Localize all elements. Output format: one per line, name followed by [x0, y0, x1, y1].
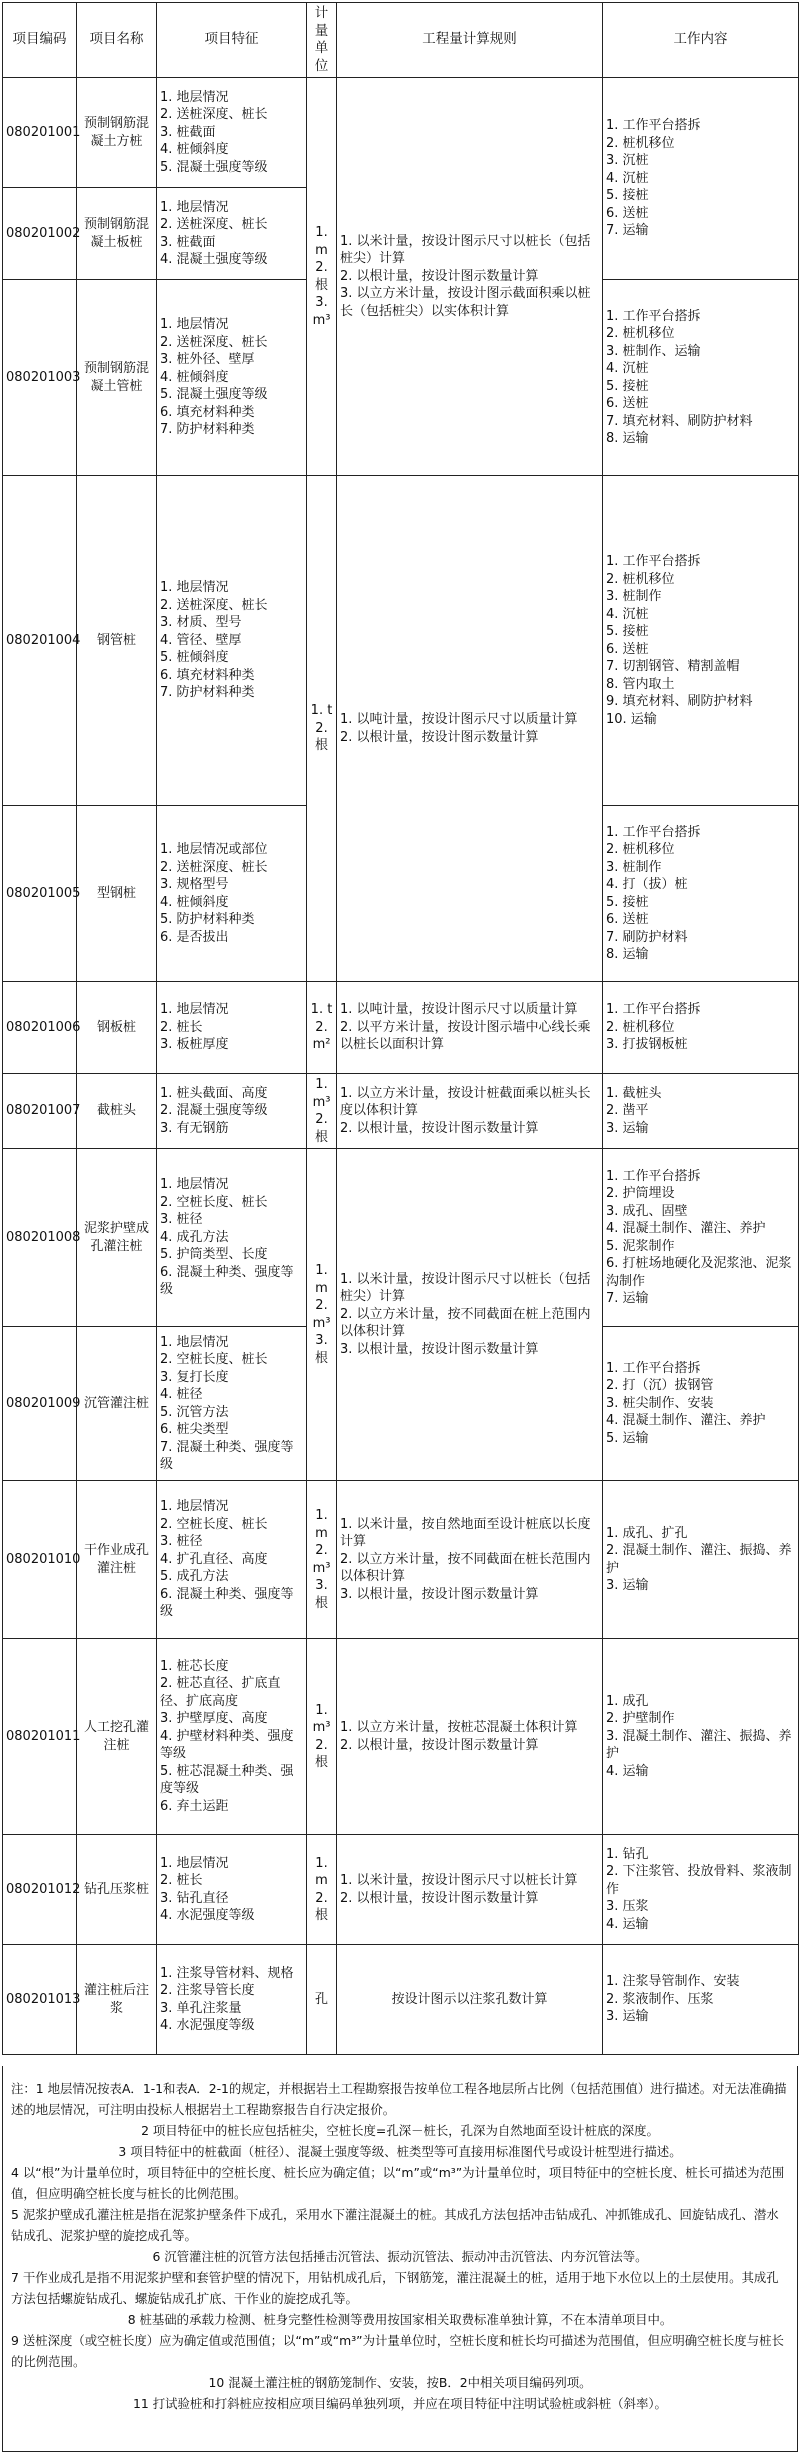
- cell-features: [157, 982, 307, 1074]
- cell-line: 6. 填充材料种类: [160, 404, 255, 420]
- cell-unit: [307, 1945, 337, 2055]
- cell-line: 3. 桩外径、壁厚: [160, 352, 255, 368]
- cell-line: 1. 地层情况: [160, 1177, 229, 1193]
- cell-line: 5. 沉管方法: [160, 1404, 229, 1420]
- cell-line: 5. 接桩: [606, 378, 649, 394]
- header-name: 项目名称: [77, 3, 157, 78]
- cell-line: 1. 地层情况: [160, 317, 229, 333]
- cell-line: 1. 地层情况: [160, 1002, 229, 1018]
- cell-rule: [337, 1945, 603, 2055]
- cell-line: 4. 沉桩: [606, 606, 649, 622]
- cell-line: 2. 以根计量，按设计图示数量计算: [340, 1120, 539, 1136]
- cell-line: 2. 下注浆管、投放骨料、浆液制作: [606, 1864, 792, 1897]
- cell-line: 2. 以根计量，按设计图示数量计算: [340, 729, 539, 745]
- cell-name: 预制钢筋混凝土板桩: [77, 188, 157, 280]
- cell-line: 2. m³: [312, 1298, 331, 1331]
- cell-rule-merged-a: [337, 78, 603, 476]
- cell-line: 1. 工作平台搭拆: [606, 118, 701, 134]
- cell-rule-merged-b: [337, 476, 603, 982]
- cell-line: 2. 混凝土制作、灌注、振捣、养护: [606, 1543, 792, 1576]
- cell-line: 6. 打桩场地硬化及泥浆池、泥浆沟制作: [606, 1256, 792, 1289]
- cell-features: [157, 1327, 307, 1481]
- cell-unit: [307, 982, 337, 1074]
- cell-code: 080201010: [3, 1481, 77, 1639]
- note-10: 10 混凝土灌注桩的钢筋笼制作、安装，按B．2中相关项目编码列项。: [208, 2375, 592, 2390]
- cell-line: 7. 刷防护材料: [606, 929, 688, 945]
- cell-line: 3. 沉桩: [606, 153, 649, 169]
- cell-line: 2. 浆液制作、压浆: [606, 1991, 714, 2007]
- cell-unit: [307, 1835, 337, 1945]
- cell-line: 6. 桩尖类型: [160, 1422, 229, 1437]
- table-row: [3, 1481, 799, 1639]
- cell-line: 3. 复打长度: [160, 1369, 229, 1385]
- cell-features: [157, 476, 307, 806]
- cell-line: 2. 桩长: [160, 1019, 203, 1035]
- cell-name: 泥浆护壁成孔灌注桩: [77, 1149, 157, 1327]
- cell-line: 1. m: [315, 1263, 328, 1296]
- cell-line: 3. 桩径: [160, 1212, 203, 1228]
- cell-line: 1. 地层情况: [160, 89, 229, 105]
- cell-features: [157, 280, 307, 476]
- cell-work: [603, 1945, 799, 2055]
- cell-line: 3. 桩尖制作、安装: [606, 1395, 714, 1411]
- cell-line: 7. 运输: [606, 223, 649, 239]
- cell-line: 3. 根: [314, 1578, 328, 1611]
- cell-line: 4. 桩倾斜度: [160, 142, 229, 158]
- cell-line: 7. 防护材料种类: [160, 422, 255, 438]
- cell-line: 1. m³: [312, 1702, 331, 1735]
- cell-line: 3. 单孔注浆量: [160, 2000, 242, 2016]
- cell-name: 钢管桩: [77, 476, 157, 806]
- cell-line: 7. 切割钢管、精割盖帽: [606, 659, 740, 674]
- cell-code: 080201001: [3, 78, 77, 188]
- cell-line: 2. 护筒埋设: [606, 1186, 675, 1201]
- cell-line: 2. 根: [314, 260, 328, 293]
- cell-line: 1. 注浆导管材料、规格: [160, 1965, 294, 1981]
- cell-line: 1. 注浆导管制作、安装: [606, 1974, 740, 1990]
- cell-name: 钻孔压浆桩: [77, 1835, 157, 1945]
- table-row: [3, 1074, 799, 1149]
- cell-line: 2. 送桩深度、桩长: [160, 217, 268, 232]
- table-row: [3, 476, 799, 806]
- cell-line: 2. 注浆导管长度: [160, 1983, 255, 1998]
- header-code: 项目编码: [3, 3, 77, 78]
- cell-unit-merged-a: [307, 78, 337, 476]
- cell-line: 2. 桩机移位: [606, 326, 675, 341]
- cell-line: 7. 运输: [606, 1291, 649, 1306]
- cell-line: 2. 混凝土强度等级: [160, 1103, 268, 1119]
- cell-line: 1. 以米计量，按设计图示尺寸以桩长（包括桩尖）计算: [340, 1271, 591, 1305]
- cell-line: 3. 运输: [606, 2009, 649, 2025]
- cell-line: 1. 地层情况: [160, 1334, 229, 1350]
- cell-rule: [337, 1481, 603, 1639]
- cell-line: 2. 根: [314, 1737, 328, 1770]
- cell-line: 7. 防护材料种类: [160, 685, 255, 701]
- cell-line: 按设计图示以注浆孔数计算: [391, 1991, 548, 2007]
- cell-work: [603, 1327, 799, 1481]
- cell-line: 4. 水泥强度等级: [160, 1908, 255, 1923]
- cell-line: 3. 桩截面: [160, 234, 216, 250]
- cell-line: 3. 板桩厚度: [160, 1037, 229, 1053]
- table-row: [3, 1639, 799, 1835]
- cell-unit: [307, 1639, 337, 1835]
- cell-line: 3. 桩制作: [606, 859, 662, 875]
- cell-line: 1. 以立方米计量，按设计桩截面乘以桩头长度以体积计算: [340, 1085, 591, 1119]
- cell-line: 2. 送桩深度、桩长: [160, 107, 268, 123]
- cell-line: 2. 空桩长度、桩长: [160, 1352, 268, 1367]
- cell-features: [157, 1481, 307, 1639]
- cell-line: 2. m³: [312, 1543, 331, 1576]
- cell-line: 4. 成孔方法: [160, 1229, 229, 1245]
- cell-line: 1. m: [315, 1855, 328, 1888]
- cell-line: 8. 运输: [606, 947, 649, 962]
- cell-line: 3. 护壁厚度、高度: [160, 1711, 268, 1727]
- cell-line: 1. 地层情况: [160, 1499, 229, 1515]
- table-header-row: [3, 3, 799, 78]
- table-row: [3, 1149, 799, 1327]
- cell-name: 干作业成孔灌注桩: [77, 1481, 157, 1639]
- cell-line: 3. 运输: [606, 1578, 649, 1593]
- cell-line: 1. t: [310, 1002, 333, 1018]
- cell-line: 1. 工作平台搭拆: [606, 554, 701, 569]
- cell-unit-merged-c: [307, 1149, 337, 1481]
- table-row: [3, 1945, 799, 2055]
- cell-name: 钢板桩: [77, 982, 157, 1074]
- cell-line: 1. 钻孔: [606, 1846, 649, 1862]
- cell-line: 4. 沉桩: [606, 170, 649, 186]
- cell-line: 6. 是否拔出: [160, 929, 229, 945]
- cell-line: 6. 混凝土种类、强度等级: [160, 1264, 294, 1298]
- cell-line: 3. 有无钢筋: [160, 1120, 229, 1136]
- cell-line: 3. 压浆: [606, 1899, 649, 1915]
- cell-line: 4. 桩倾斜度: [160, 369, 229, 385]
- note-6: 6 沉管灌注桩的沉管方法包括捶击沉管法、振动沉管法、振动冲击沉管法、内夯沉管法等。: [152, 2249, 648, 2264]
- cell-name: 人工挖孔灌注桩: [77, 1639, 157, 1835]
- cell-line: 5. 混凝土强度等级: [160, 387, 268, 403]
- cell-line: 2. 凿平: [606, 1103, 649, 1119]
- cell-line: 5. 护筒类型、长度: [160, 1247, 268, 1263]
- cell-line: 1. 地层情况或部位: [160, 842, 268, 857]
- cell-line: 1. 工作平台搭拆: [606, 1002, 701, 1018]
- cell-line: 1. 以吨计量，按设计图示尺寸以质量计算: [340, 1002, 578, 1018]
- cell-line: 6. 填充材料种类: [160, 667, 255, 683]
- note-5: 5 泥浆护壁成孔灌注桩是指在泥浆护壁条件下成孔，采用水下灌注混凝土的桩。其成孔方法包括冲击钻成孔、冲抓锥成孔、回旋钻成孔、潜水钻成孔、泥浆护壁的旋挖成孔等。: [11, 2207, 779, 2243]
- cell-line: 2. 桩长: [160, 1873, 203, 1888]
- cell-work: [603, 1481, 799, 1639]
- cell-code: 080201008: [3, 1149, 77, 1327]
- cell-line: 6. 送桩: [606, 641, 649, 657]
- cell-line: 1. 截桩头: [606, 1085, 662, 1101]
- cell-line: 1. 工作平台搭拆: [606, 1168, 701, 1184]
- cell-line: 5. 桩倾斜度: [160, 650, 229, 666]
- cell-line: 6. 弃土运距: [160, 1798, 229, 1814]
- cell-rule: [337, 1074, 603, 1149]
- cell-rule: [337, 1835, 603, 1945]
- cell-line: 2. 护壁制作: [606, 1711, 675, 1727]
- cell-line: 3. m³: [312, 295, 331, 328]
- cell-line: 8. 管内取土: [606, 676, 675, 692]
- cell-features: [157, 1835, 307, 1945]
- cell-line: 2. 打（沉）拔钢管: [606, 1378, 714, 1394]
- cell-line: 3. 以立方米计量，按设计图示截面积乘以桩长（包括桩尖）以实体积计算: [340, 286, 591, 319]
- cell-line: 孔: [314, 1991, 328, 2007]
- cell-line: 1. 以立方米计量，按桩芯混凝土体积计算: [340, 1720, 578, 1735]
- cell-line: 8. 运输: [606, 431, 649, 446]
- cell-line: 1. 工作平台搭拆: [606, 1360, 701, 1376]
- cell-line: 2. 以立方米计量，按不同截面在桩长范围内以体积计算: [340, 1551, 591, 1585]
- cell-line: 9. 填充材料、刷防护材料: [606, 694, 753, 709]
- note-7: 7 干作业成孔是指不用泥浆护壁和套管护壁的情况下，用钻机成孔后，下钢筋笼，灌注混凝土的桩，适用于地下水位以上的土层使用。其成孔方法包括螺旋钻成孔、螺旋钻成孔扩底、干作业的旋挖成孔等。: [11, 2270, 779, 2306]
- cell-name: 截桩头: [77, 1074, 157, 1149]
- table-row: [3, 982, 799, 1074]
- cell-line: 4. 桩倾斜度: [160, 894, 229, 910]
- cell-features: [157, 1945, 307, 2055]
- cell-line: 2. 送桩深度、桩长: [160, 597, 268, 613]
- header-rule: 工程量计算规则: [337, 3, 603, 78]
- cell-work: [603, 280, 799, 476]
- cell-line: 5. 防护材料种类: [160, 912, 255, 927]
- cell-work: [603, 982, 799, 1074]
- cell-line: 5. 混凝土强度等级: [160, 159, 268, 175]
- cell-line: 3. 钻孔直径: [160, 1890, 229, 1906]
- cell-line: 4. 护壁材料种类、强度等级: [160, 1728, 294, 1762]
- note-11: 11 打试验桩和打斜桩应按相应项目编码单独列项，并应在项目特征中注明试验桩或斜桩（斜率）。: [133, 2396, 667, 2411]
- cell-line: 5. 运输: [606, 1430, 649, 1446]
- cell-line: 2. 根: [314, 1112, 328, 1145]
- cell-line: 5. 桩芯混凝土种类、强度等级: [160, 1763, 294, 1797]
- cell-line: 2. 以立方米计量，按不同截面在桩上范围内以体积计算: [340, 1306, 591, 1340]
- cell-line: 4. 水泥强度等级: [160, 2018, 255, 2033]
- cell-line: 7. 混凝土种类、强度等级: [160, 1439, 294, 1472]
- notes-section: [2, 2066, 798, 2452]
- cell-code: 080201009: [3, 1327, 77, 1481]
- cell-rule: [337, 1639, 603, 1835]
- cell-code: 080201004: [3, 476, 77, 806]
- table-row: [3, 78, 799, 188]
- cell-line: 1. 工作平台搭拆: [606, 308, 701, 324]
- cell-line: 1. 桩芯长度: [160, 1658, 229, 1674]
- cell-line: 3. 桩制作、运输: [606, 343, 701, 359]
- cell-line: 6. 混凝土种类、强度等级: [160, 1586, 294, 1620]
- cell-line: 1. m: [315, 1508, 328, 1541]
- cell-name: 沉管灌注桩: [77, 1327, 157, 1481]
- cell-features: [157, 806, 307, 982]
- cell-unit-merged-b: [307, 476, 337, 982]
- cell-line: 3. 以根计量，按设计图示数量计算: [340, 1341, 539, 1357]
- cell-line: 2. 根: [314, 1890, 328, 1923]
- cell-line: 7. 填充材料、刷防护材料: [606, 413, 753, 429]
- cell-line: 3. 桩径: [160, 1534, 203, 1550]
- cell-features: [157, 188, 307, 280]
- cell-line: 2. 空桩长度、桩长: [160, 1194, 268, 1210]
- cell-name: 型钢桩: [77, 806, 157, 982]
- cell-line: 2. 以根计量，按设计图示数量计算: [340, 1890, 539, 1906]
- cell-features: [157, 1639, 307, 1835]
- cell-line: 1. 桩头截面、高度: [160, 1085, 268, 1101]
- cell-line: 1. 以米计量，按自然地面至设计桩底以长度计算: [340, 1516, 591, 1550]
- note-1: 注：1 地层情况按表A．1-1和表A．2-1的规定，并根据岩土工程勘察报告按单位工程各地层所占比例（包括范围值）进行描述。对无法准确描述的地层情况，可注明由投标人根据岩土工程勘察报告自行决定报价。: [11, 2081, 787, 2117]
- cell-line: 3. 根: [314, 1333, 328, 1366]
- cell-line: 3. 以根计量，按设计图示数量计算: [340, 1586, 539, 1602]
- note-2: 2 项目特征中的桩长应包括桩尖，空桩长度=孔深－桩长，孔深为自然地面至设计桩底的深度。: [141, 2123, 659, 2138]
- cell-line: 10. 运输: [606, 711, 657, 727]
- cell-line: 5. 接桩: [606, 188, 649, 204]
- cell-line: 3. 运输: [606, 1120, 649, 1136]
- cell-line: 4. 管径、壁厚: [160, 632, 242, 648]
- header-unit: 计量单位: [307, 3, 337, 78]
- pile-foundation-table: [2, 2, 799, 2055]
- cell-line: 1. 地层情况: [160, 199, 229, 215]
- cell-code: 080201011: [3, 1639, 77, 1835]
- cell-line: 2. 以根计量，按设计图示数量计算: [340, 268, 539, 284]
- cell-line: 6. 送桩: [606, 396, 649, 411]
- cell-line: 4. 运输: [606, 1916, 649, 1932]
- cell-line: 2. 桩机移位: [606, 1019, 675, 1035]
- cell-line: 1. m: [315, 225, 328, 258]
- table-row: [3, 1835, 799, 1945]
- cell-code: 080201007: [3, 1074, 77, 1149]
- cell-line: 2. 桩芯直径、扩底直径、扩底高度: [160, 1676, 281, 1709]
- cell-line: 1. 以米计量，按设计图示尺寸以桩长计算: [340, 1873, 578, 1888]
- cell-line: 4. 桩径: [160, 1387, 203, 1402]
- cell-line: 6. 送桩: [606, 205, 649, 221]
- cell-line: 4. 沉桩: [606, 361, 649, 376]
- cell-line: 1. t: [310, 703, 333, 719]
- cell-code: 080201003: [3, 280, 77, 476]
- cell-unit: [307, 1074, 337, 1149]
- cell-line: 1. 以米计量，按设计图示尺寸以桩长（包括桩尖）计算: [340, 233, 591, 267]
- cell-line: 2. 送桩深度、桩长: [160, 334, 268, 350]
- cell-line: 3. 材质、型号: [160, 615, 242, 631]
- cell-line: 2. 以平方米计量，按设计图示墙中心线长乘以桩长以面积计算: [340, 1019, 591, 1053]
- cell-rule-merged-c: [337, 1149, 603, 1481]
- cell-unit: [307, 1481, 337, 1639]
- cell-code: 080201006: [3, 982, 77, 1074]
- cell-line: 1. 以吨计量，按设计图示尺寸以质量计算: [340, 712, 578, 727]
- cell-line: 2. 根: [314, 720, 328, 754]
- cell-line: 4. 打（拔）桩: [606, 877, 688, 892]
- note-8: 8 桩基础的承载力检测、桩身完整性检测等费用按国家相关取费标准单独计算，不在本清单项目中。: [127, 2312, 673, 2327]
- cell-line: 1. m³: [312, 1077, 331, 1110]
- cell-line: 4. 混凝土制作、灌注、养护: [606, 1413, 766, 1429]
- cell-line: 1. 成孔、扩孔: [606, 1525, 688, 1541]
- cell-line: 1. 地层情况: [160, 1855, 229, 1871]
- cell-line: 2. 桩机移位: [606, 571, 675, 587]
- cell-rule: [337, 982, 603, 1074]
- cell-line: 4. 混凝土制作、灌注、养护: [606, 1221, 766, 1236]
- header-features: 项目特征: [157, 3, 307, 78]
- cell-line: 3. 打拔钢板桩: [606, 1037, 688, 1053]
- cell-line: 4. 扩孔直径、高度: [160, 1551, 268, 1567]
- cell-work: [603, 1835, 799, 1945]
- cell-work: [603, 1149, 799, 1327]
- header-work: 工作内容: [603, 3, 799, 78]
- cell-line: 2. 送桩深度、桩长: [160, 859, 268, 875]
- cell-work: [603, 1074, 799, 1149]
- cell-name: 预制钢筋混凝土管桩: [77, 280, 157, 476]
- cell-work: [603, 1639, 799, 1835]
- cell-line: 1. 工作平台搭拆: [606, 824, 701, 840]
- cell-line: 4. 运输: [606, 1763, 649, 1779]
- cell-line: 5. 接桩: [606, 894, 649, 910]
- cell-code: 080201005: [3, 806, 77, 982]
- cell-code: 080201002: [3, 188, 77, 280]
- cell-line: 5. 成孔方法: [160, 1569, 229, 1585]
- cell-features: [157, 1074, 307, 1149]
- cell-line: 3. 桩制作: [606, 589, 662, 604]
- cell-line: 6. 送桩: [606, 912, 649, 927]
- cell-line: 1. 成孔: [606, 1693, 649, 1709]
- cell-work-merged-a: [603, 78, 799, 280]
- cell-name: 灌注桩后注浆: [77, 1945, 157, 2055]
- cell-line: 2. 以根计量，按设计图示数量计算: [340, 1737, 539, 1753]
- cell-line: 2. 桩机移位: [606, 842, 675, 857]
- cell-line: 3. 桩截面: [160, 124, 216, 140]
- cell-line: 4. 混凝土强度等级: [160, 252, 268, 267]
- cell-code: 080201013: [3, 1945, 77, 2055]
- cell-features: [157, 1149, 307, 1327]
- cell-features: [157, 78, 307, 188]
- note-4: 4 以“根”为计量单位时，项目特征中的空桩长度、桩长应为确定值；以“m”或“m³”为计量单位时，项目特征中的空桩长度、桩长可描述为范围值，但应明确空桩长度与桩长的比例范围。: [11, 2165, 785, 2201]
- cell-code: 080201012: [3, 1835, 77, 1945]
- cell-line: 2. m²: [312, 1019, 331, 1053]
- cell-name: 预制钢筋混凝土方桩: [77, 78, 157, 188]
- cell-line: 3. 混凝土制作、灌注、振捣、养护: [606, 1728, 792, 1762]
- cell-line: 2. 空桩长度、桩长: [160, 1516, 268, 1532]
- note-3: 3 项目特征中的桩截面（桩径）、混凝土强度等级、桩类型等可直接用标准图代号或设计桩型进行描述。: [118, 2144, 682, 2159]
- cell-work: [603, 476, 799, 806]
- note-9: 9 送桩深度（或空桩长度）应为确定值或范围值；以“m”或“m³”为计量单位时，空桩长度和桩长均可描述为范围值，但应明确空桩长度与桩长的比例范围。: [11, 2333, 784, 2369]
- cell-line: 3. 规格型号: [160, 877, 229, 892]
- cell-line: 2. 桩机移位: [606, 135, 675, 151]
- cell-line: 5. 泥浆制作: [606, 1238, 675, 1254]
- cell-line: 3. 成孔、固壁: [606, 1203, 688, 1219]
- cell-line: 5. 接桩: [606, 624, 649, 639]
- cell-line: 1. 地层情况: [160, 580, 229, 596]
- cell-work: [603, 806, 799, 982]
